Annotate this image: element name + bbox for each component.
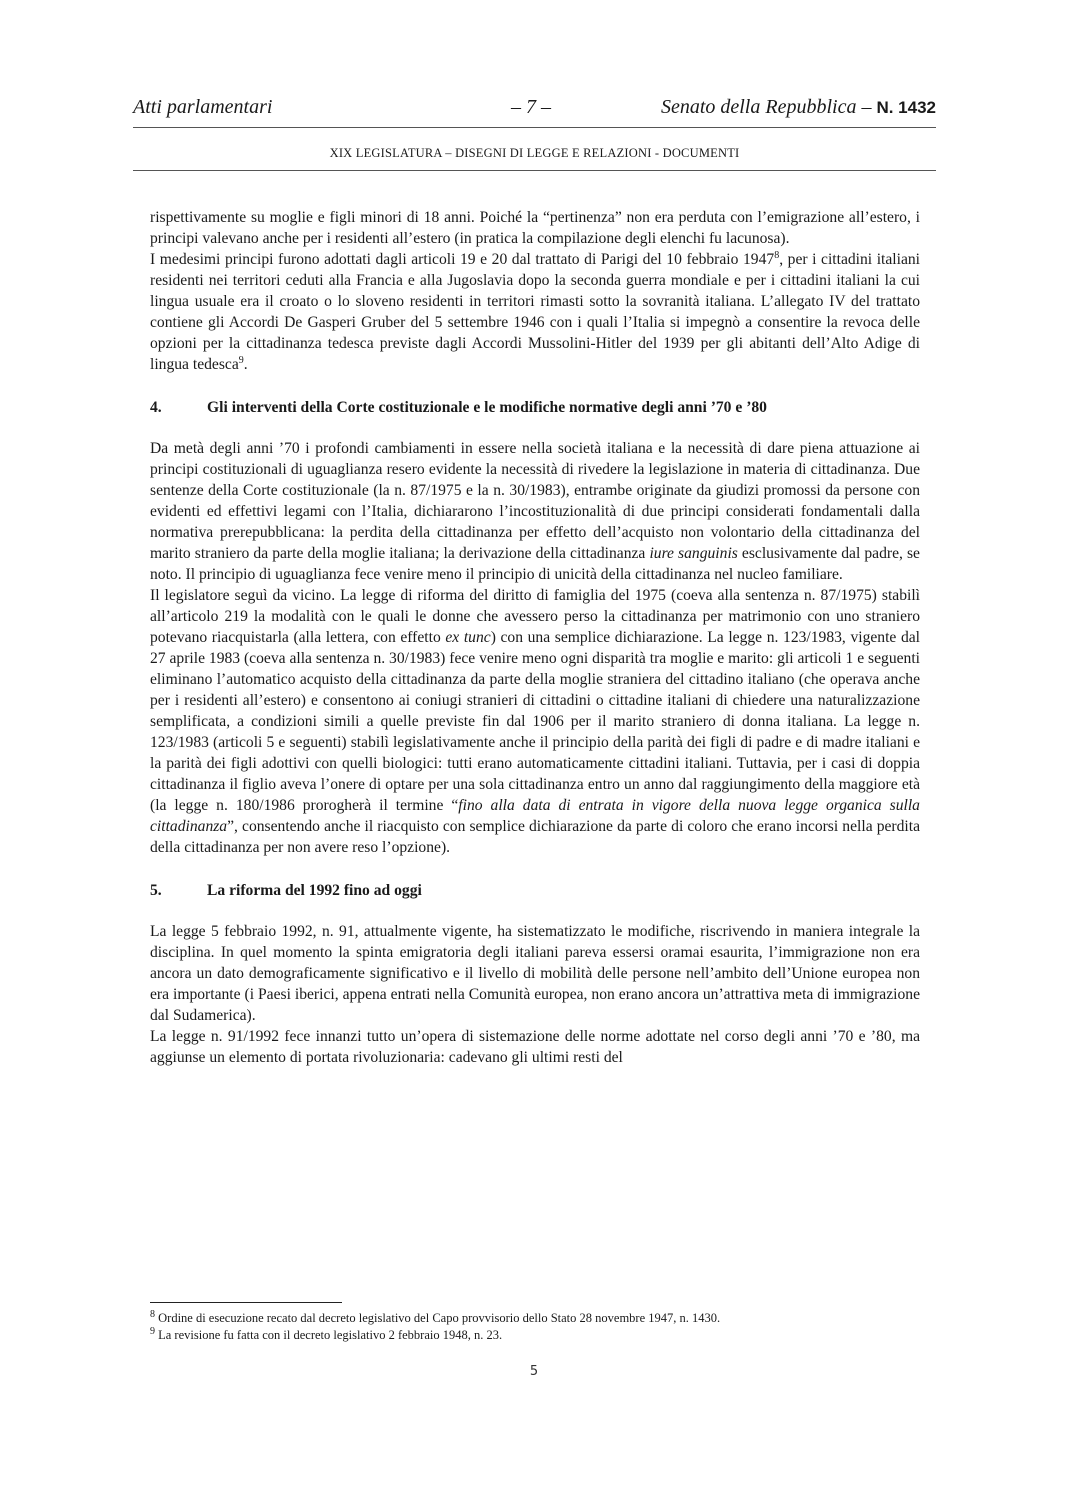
italic-quote: fino alla data di entrata in vigore della nuova legge organica sulla cittadinanza bbox=[150, 797, 920, 835]
subheader-rule bbox=[133, 170, 936, 171]
footnotes bbox=[150, 1310, 920, 1344]
footnote-mark: 8 bbox=[150, 1308, 155, 1320]
section-number: 4. bbox=[150, 399, 162, 416]
section-title: La riforma del 1992 fino ad oggi bbox=[207, 882, 422, 899]
header-senate-number bbox=[661, 96, 936, 119]
footnote bbox=[150, 1327, 920, 1344]
section-title: Gli interventi della Corte costituzionale e le modifiche normative degli anni ’70 e ’80 bbox=[207, 399, 767, 416]
paragraph-text: Il legislatore seguì da vicino. La legge di riforma del diritto di famiglia del 1975 (coeva alla sentenza n. 87/1975) stabilì all’articolo 219 la modalità con le quali le donne che avessero perso la cittadinanza per matrimonio con uno straniero potevano riacquistarla (alla lettera, con effetto bbox=[150, 587, 920, 646]
paragraph-text: Da metà degli anni ’70 i profondi cambiamenti in essere nella società italiana e la necessità di dare piena attuazione ai principi costituzionali di uguaglianza resero evidente la necessità di rivedere la legislazione in materia di cittadinanza. Due sentenze della Corte costituzionale (la n. 87/1975 e la n. 30/1983), entrambe originate da giudizi promossi da persone con evidenti ed effettivi legami con l’Italia, dichiararono l’incostituzionalità di due principi considerati fondamentali dalla normativa prerepubblicana: la perdita della cittadinanza per effetto dell’acquisto non volontario della cittadinanza del marito straniero da parte della moglie italiana; la derivazione della cittadinanza bbox=[150, 440, 920, 562]
header-rule bbox=[133, 127, 936, 128]
paragraph bbox=[150, 249, 920, 375]
paragraph-text: . bbox=[243, 356, 248, 373]
header-document-number: N. 1432 bbox=[876, 98, 936, 117]
paragraph: La legge 5 febbraio 1992, n. 91, attualmente vigente, ha sistematizzato le modifiche, riscrivendo in maniera integrale la disciplina. In quel momento la spinta emigratoria degli italiani pareva essersi oramai esaurita, l’immigrazione non era ancora un dato demograficamente significativo e il livello di mobilità delle persone nell’ambito dell’Unione europea non era importante (i Paesi iberici, appena entrati nella Comunità europea, non erano ancora un’attrattiva meta di immigrazione dal Sudamerica). bbox=[150, 923, 920, 1024]
paragraph-text: , per i cittadini italiani residenti nei territori ceduti alla Francia e alla Jugoslavia dopo la seconda guerra mondiale e per i cittadini italiani la cui lingua usuale era il croato o lo sloveno residenti in territori rimasti sotto la sovranità italiana. L’allegato IV del trattato contiene gli Accordi De Gasperi Gruber del 5 settembre 1946 con i quali l’Italia si impegnò a consentire la revoca delle opzioni per la cittadinanza tedesca previste dagli Accordi Mussolini-Hitler del 1939 per gli abitanti dell’Alto Adige di lingua tedesca bbox=[150, 251, 921, 373]
footnote-text: La revisione fu fatta con il decreto legislativo 2 febbraio 1948, n. 23. bbox=[155, 1328, 503, 1342]
paragraph-text: I medesimi principi furono adottati dagli articoli 19 e 20 dal trattato di Parigi del 10 febbraio 1947 bbox=[150, 251, 775, 268]
page-header bbox=[133, 96, 936, 126]
paragraph-text: ”, consentendo anche il riacquisto con semplice dichiarazione da parte di coloro che erano incorsi nella perdita della cittadinanza per non avere reso l’opzione). bbox=[150, 818, 920, 856]
document-body bbox=[150, 207, 920, 1068]
section-heading bbox=[150, 880, 920, 901]
footnote-ref[interactable]: 9 bbox=[238, 354, 244, 366]
section-heading bbox=[150, 397, 920, 418]
italic-term: iure sanguinis bbox=[649, 545, 738, 562]
section-number: 5. bbox=[150, 882, 162, 899]
paragraph bbox=[150, 438, 920, 585]
footnote-text: Ordine di esecuzione recato dal decreto legislativo del Capo provvisorio dello Stato 28 novembre 1947, n. 1430. bbox=[155, 1311, 721, 1325]
paragraph bbox=[150, 585, 920, 858]
paragraph-text: ) con una semplice dichiarazione. La legge n. 123/1983, vigente dal 27 aprile 1983 (coeva alla sentenza n. 30/1983) fece venire meno ogni disparità tra moglie e marito: gli articoli 1 e seguenti eliminano l’automatico acquisto della cittadinanza da parte della moglie straniera del cittadino italiano (che operava anche per i residenti all’estero) e consentono ai coniugi stranieri di cittadini o cittadine italiani di chiedere una naturalizzazione semplificata, a condizioni simili a quelle previste fin dal 1906 per il marito straniero di donna italiana. La legge n. 123/1983 (articoli 5 e seguenti) stabilì legislativamente anche il principio della parità dei figli di padre e di madre italiani e la parità dei figli adottivi con quelli biologici: tutti erano automaticamente cittadini italiani. Tuttavia, per i casi di doppia cittadinanza il figlio aveva l’onere di optare per una sola cittadinanza entro un anno dal raggiungimento della maggiore età (la legge n. 180/1986 prorogherà il termine “ bbox=[150, 629, 921, 814]
header-senate: Senato della Repubblica – bbox=[660, 96, 877, 118]
paragraph: rispettivamente su moglie e figli minori di 18 anni. Poiché la “pertinenza” non era perduta con l’emigrazione all’estero, i principi valevano anche per i residenti all’estero (in pratica la compilazione degli elenchi fu lacunosa). bbox=[150, 209, 920, 247]
italic-term: ex tunc bbox=[445, 629, 491, 646]
footnote-separator bbox=[150, 1302, 342, 1303]
paragraph: La legge n. 91/1992 fece innanzi tutto un’opera di sistemazione delle norme adottate nel corso degli anni ’70 e ’80, ma aggiunse un elemento di portata rivoluzionaria: cadevano gli ultimi resti del bbox=[150, 1028, 920, 1066]
footnote-mark: 9 bbox=[150, 1325, 155, 1337]
legislature-subheader: XIX LEGISLATURA – DISEGNI DI LEGGE E RELAZIONI - DOCUMENTI bbox=[329, 146, 740, 160]
footnote bbox=[150, 1310, 920, 1327]
header-page-marker: – 7 – bbox=[511, 96, 551, 118]
footnote-ref[interactable]: 8 bbox=[774, 249, 780, 261]
header-publication: Atti parlamentari bbox=[133, 96, 273, 118]
page-number: 5 bbox=[529, 1364, 539, 1379]
paragraph-text: esclusivamente dal padre, se noto. Il principio di uguaglianza fece venire meno il principio di unicità della cittadinanza nel nucleo familiare. bbox=[150, 545, 920, 583]
